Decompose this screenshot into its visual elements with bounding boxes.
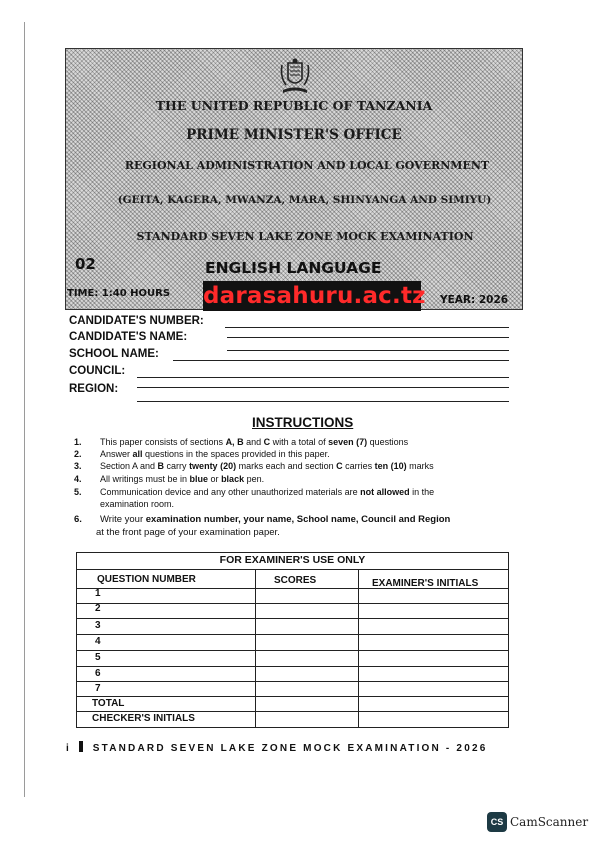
row-question-6: 6 xyxy=(95,668,101,679)
examiner-table-title: FOR EXAMINER'S USE ONLY xyxy=(219,554,366,566)
table-rule xyxy=(76,666,509,667)
school-name-label: SCHOOL NAME: xyxy=(69,348,159,360)
council-label: COUNCIL: xyxy=(69,365,126,377)
region-field[interactable] xyxy=(69,383,509,397)
page-number: i xyxy=(66,743,69,754)
table-rule xyxy=(76,618,509,619)
camscanner-label: CamScanner xyxy=(510,815,589,829)
council-line xyxy=(137,377,509,378)
row-question-5: 5 xyxy=(95,652,101,663)
row-question-4: 4 xyxy=(95,636,101,647)
table-rule xyxy=(76,650,509,651)
table-column-divider xyxy=(255,569,256,728)
ministry-title: REGIONAL ADMINISTRATION AND LOCAL GOVERNMENT xyxy=(124,159,490,172)
exam-time: TIME: 1:40 HOURS xyxy=(67,288,171,299)
row-question-2: 2 xyxy=(95,603,101,614)
candidate-name-line-1 xyxy=(227,337,509,338)
exam-title: STANDARD SEVEN LAKE ZONE MOCK EXAMINATION xyxy=(136,230,474,243)
table-rule xyxy=(76,569,509,570)
candidate-name-label: CANDIDATE'S NAME: xyxy=(69,331,188,343)
region-line-2 xyxy=(137,401,509,402)
page-footer xyxy=(66,741,487,754)
row-question-7: 7 xyxy=(95,683,101,694)
region-label: REGION: xyxy=(69,383,119,395)
regions-list: (GEITA, KAGERA, MWANZA, MARA, SHINYANGA AND SIMIYU) xyxy=(117,194,492,206)
region-line-1 xyxy=(137,387,509,388)
table-rule xyxy=(76,603,509,604)
row-question-1: 1 xyxy=(95,588,101,599)
camscanner-logo-icon: CS xyxy=(487,812,507,832)
office-title: PRIME MINISTER'S OFFICE xyxy=(186,127,402,143)
table-rule xyxy=(76,696,509,697)
column-question-number: QUESTION NUMBER xyxy=(97,574,196,585)
subject-title: ENGLISH LANGUAGE xyxy=(205,259,382,277)
watermark: darasahuru.ac.tz xyxy=(203,283,426,309)
table-rule xyxy=(76,711,509,712)
paper-code: 02 xyxy=(75,255,96,273)
table-column-divider xyxy=(358,569,359,728)
column-scores: SCORES xyxy=(274,575,317,586)
council-field[interactable] xyxy=(69,365,509,379)
candidate-name-field[interactable] xyxy=(69,331,509,345)
exam-year: YEAR: 2026 xyxy=(440,294,509,306)
country-title: THE UNITED REPUBLIC OF TANZANIA xyxy=(155,98,433,113)
candidate-number-line xyxy=(225,327,509,328)
coat-of-arms-icon xyxy=(278,57,312,97)
table-rule xyxy=(76,634,509,635)
footer-text: STANDARD SEVEN LAKE ZONE MOCK EXAMINATION - 2026 xyxy=(92,743,488,754)
instructions-title: INSTRUCTIONS xyxy=(252,415,354,430)
row-total: TOTAL xyxy=(92,698,125,709)
candidate-number-label: CANDIDATE'S NUMBER: xyxy=(69,315,204,327)
school-name-field[interactable] xyxy=(69,348,509,362)
row-checker-initials: CHECKER'S INITIALS xyxy=(92,713,195,724)
school-name-line xyxy=(173,360,509,361)
footer-bar xyxy=(79,741,83,752)
row-question-3: 3 xyxy=(95,620,101,631)
scan-edge xyxy=(24,22,25,797)
table-rule xyxy=(76,681,509,682)
column-examiner-initials: EXAMINER'S INITIALS xyxy=(372,578,479,589)
candidate-number-field[interactable] xyxy=(69,315,509,329)
